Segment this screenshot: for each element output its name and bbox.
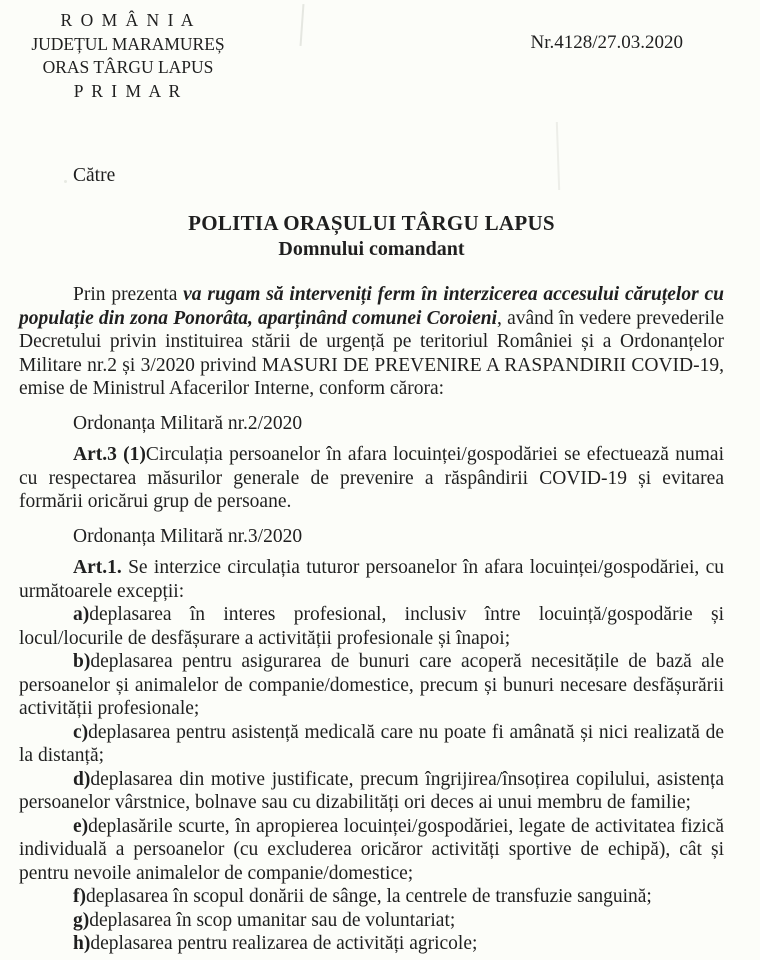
exception-letter: a)	[73, 604, 90, 625]
exception-item-f	[19, 885, 724, 909]
exception-item-d	[19, 768, 724, 815]
exception-item-e	[19, 815, 724, 886]
intro-rest: , având în vedere prevederile Decretului privin instituirea stării de urgență pe teritoriul României și a Ordonanțelor Militare nr.2 și 3/2020 privind MASURI DE PREVENIRE A RASPANDIRII COVID-19, emise de Ministrul Afacerilor Interne, conform cărora:	[19, 307, 724, 399]
exception-item-c	[19, 721, 724, 768]
exception-text: deplasarea în interes profesional, inclusiv între locuință/gospodărie și locul/locurile de desfășurare a activității profesionale și înapoi;	[19, 604, 724, 649]
article-1-paragraph	[19, 556, 724, 603]
exception-text: deplasarea din motive justificate, precum îngrijirea/însoțirea copilului, asistența persoanelor vârstnice, bolnave sau cu dizabilități ori deces ai unui membru de familie;	[19, 768, 724, 813]
exception-letter: g)	[73, 909, 90, 931]
issuer-city: ORAS TÂRGU LAPUS	[42, 57, 214, 77]
article-3-paragraph	[19, 443, 724, 514]
article-3-label: Art.3 (1)	[73, 444, 146, 465]
addressee-name: POLITIA ORAȘULUI TÂRGU LAPUS	[188, 211, 555, 235]
intro-lead: Prin prezenta	[73, 284, 184, 305]
article-1-label: Art.1.	[73, 557, 122, 578]
issuer-country: R O M Â N I A	[60, 10, 196, 30]
exception-text: deplasările scurte, în apropierea locuinței/gospodăriei, legate de activitatea fizică individuală a persoanelor (cu excluderea oricăror activități sportive de echipă), cât și pentru nevoile animalelor de companie/domestice;	[19, 815, 724, 884]
exception-item-g	[19, 909, 724, 933]
letterhead	[0, 0, 760, 103]
article-1-text: Se interzice circulația tuturor persoanelor în afara locuinței/gospodăriei, cu următoarele excepții:	[19, 557, 724, 602]
exception-letter: c)	[73, 721, 89, 743]
addressee-block	[19, 210, 724, 262]
intro-emphasis: va rugam să interveniți ferm în interzicerea accesului căruțelor cu populație din zona Ponorâta, aparținând comunei Coroieni	[19, 284, 724, 329]
article-3-text: Circulația persoanelor în afara locuinței/gospodăriei se efectuează numai cu respectarea măsurilor generale de prevenire a răspândirii COVID-19 și evitarea formării oricărui grup de persoane.	[19, 444, 724, 512]
issuer-county: JUDEȚUL MARAMUREȘ	[31, 33, 225, 54]
exception-text: deplasarea pentru realizarea de activități agricole;	[90, 933, 478, 954]
exception-letter: b)	[73, 651, 91, 672]
exception-item-a	[19, 603, 724, 650]
exception-letter: e)	[73, 815, 89, 837]
exception-text: deplasarea pentru asigurarea de bunuri care acoperă necesitățile de bază ale persoanelor și animalelor de companie/domestice, precum și bunuri necesare desfășurării activității profesionale;	[19, 651, 724, 719]
salutation: Către	[73, 165, 116, 186]
issuer-block	[17, 9, 239, 103]
ordinance-3-title: Ordonanța Militară nr.3/2020	[73, 525, 303, 547]
exception-text: deplasarea în scop umanitar sau de voluntariat;	[89, 909, 456, 931]
exception-item-b	[19, 650, 724, 721]
exception-letter: h)	[73, 933, 91, 954]
intro-paragraph	[19, 283, 724, 401]
ordinance-2-title: Ordonanța Militară nr.2/2020	[73, 412, 303, 434]
scan-artifact	[64, 180, 67, 183]
exception-text: deplasarea în scopul donării de sânge, la centrele de transfuzie sanguină;	[86, 886, 652, 907]
exception-letter: f)	[73, 886, 86, 907]
addressee-title: Domnului comandant	[278, 238, 465, 260]
exception-letter: d)	[73, 768, 91, 790]
registration-number: Nr.4128/27.03.2020	[530, 32, 683, 53]
exception-text: deplasarea pentru asistență medicală care nu poate fi amânată și nici realizată de la distanță;	[19, 721, 724, 766]
issuer-office: P R I M A R	[73, 80, 183, 101]
exception-item-h	[19, 932, 724, 956]
